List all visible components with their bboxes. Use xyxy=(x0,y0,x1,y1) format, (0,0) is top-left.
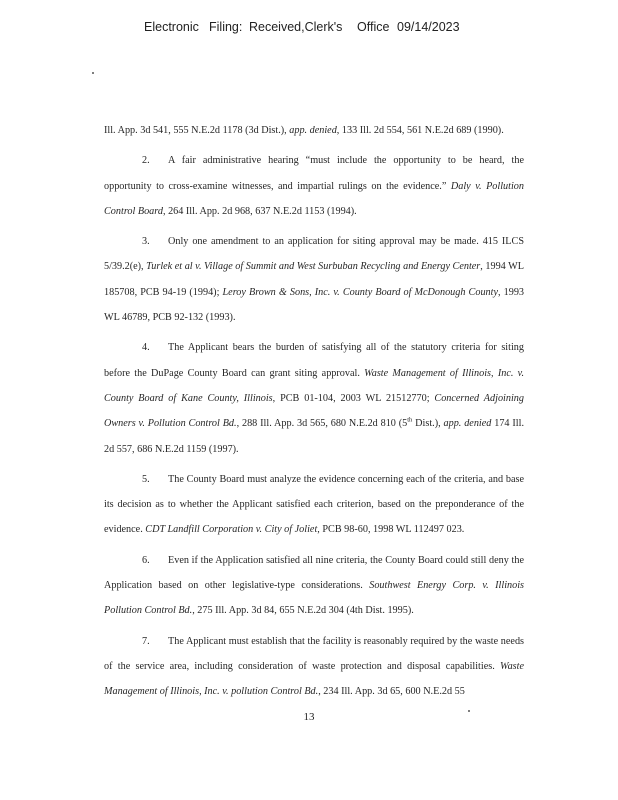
numbered-paragraph xyxy=(104,229,524,330)
paragraph-text: , 264 Ill. App. 2d 968, 637 N.E.2d 1153 (1994). xyxy=(162,205,357,217)
case-citation-text: Daly v. Pollution Control Board xyxy=(104,180,524,217)
case-citation-text: Waste Management of Illinois, Inc. v. pollution Control Bd. xyxy=(104,660,524,698)
paragraph-text: Dist.), xyxy=(412,418,444,430)
case-citation-text: Southwest Energy Corp. v. Illinois Pollution Control Bd. xyxy=(104,580,525,617)
scan-speck xyxy=(92,72,94,74)
paragraph-number: 7. xyxy=(142,635,150,647)
paragraph-text: The Applicant must establish that the facility is reasonably required by the waste needs of the service area, including consideration of waste protection and disposal capabilities. xyxy=(104,635,524,672)
paragraph-text: , 288 Ill. App. 3d 565, 680 N.E.2d 810 (5 xyxy=(236,418,408,430)
paragraph-text: A fair administrative hearing “must include the opportunity to be heard, the opportunity to cross-examine witnesses, and impartial rulings on the evidence.” xyxy=(104,155,524,192)
paragraph-text: th xyxy=(407,416,413,424)
case-citation-text: app. denied xyxy=(443,418,492,430)
case-citation-text: app. denied xyxy=(289,125,337,136)
paragraph-number: 6. xyxy=(142,554,150,566)
header-filing: Filing: xyxy=(209,20,243,34)
paragraph-text: Even if the Application satisfied all nine criteria, the County Board could still deny the Application based on other legislative-type considerations. xyxy=(104,554,524,592)
paragraph-text: , PCB 01-104, 2003 WL 21512770; xyxy=(272,392,435,404)
numbered-paragraph xyxy=(104,467,524,543)
case-citation-text: Concerned Adjoining Owners v. Pollution Control Bd. xyxy=(104,392,524,430)
paragraph-text: , 275 Ill. App. 3d 84, 655 N.E.2d 304 (4th Dist. 1995). xyxy=(192,605,414,617)
paragraph-number: 2. xyxy=(142,155,150,167)
numbered-paragraph xyxy=(104,548,524,624)
paragraph-text: , 133 Ill. 2d 554, 561 N.E.2d 689 (1990). xyxy=(336,125,504,136)
page-number: 13 xyxy=(303,711,315,723)
paragraph-number: 5. xyxy=(142,473,150,485)
header-received-clerks: Received,Clerk's xyxy=(249,20,343,34)
case-citation-text: Waste Management of Illinois, Inc. v. County Board of Kane County, Illinois xyxy=(104,367,524,404)
document-body xyxy=(104,118,524,710)
header-office: Office xyxy=(357,20,390,34)
numbered-paragraph xyxy=(104,629,524,705)
paragraph-text: The County Board must analyze the evidence concerning each of the criteria, and base its decision as to whether the Applicant satisfied each criterion, based on the preponderance of the evidence. xyxy=(104,473,524,536)
paragraph-number: 3. xyxy=(142,236,150,248)
paragraph-text: Only one amendment to an application for siting approval may be made. 415 ILCS 5/39.2(e), xyxy=(104,236,524,273)
paragraph-text: 174 Ill. 2d 557, 686 N.E.2d 1159 (1997). xyxy=(104,418,524,455)
header-electronic: Electronic xyxy=(144,20,199,34)
numbered-paragraph xyxy=(104,148,524,224)
numbered-paragraph xyxy=(104,335,524,461)
paragraph-text: , PCB 98-60, 1998 WL 112497 023. xyxy=(317,524,465,536)
case-citation-text: Turlek et al v. Village of Summit and West Surbuban Recycling and Energy Center xyxy=(146,261,481,273)
continued-paragraph xyxy=(104,118,524,143)
paragraph-number: 4. xyxy=(142,342,150,354)
paragraph-text: , 234 Ill. App. 3d 65, 600 N.E.2d 55 xyxy=(318,686,465,698)
paragraph-text: Ill. App. 3d 541, 555 N.E.2d 1178 (3d Dist.), xyxy=(104,125,290,136)
case-citation-text: Leroy Brown & Sons, Inc. v. County Board of McDonough County xyxy=(222,286,498,298)
paragraph-text: The Applicant bears the burden of satisfying all of the statutory criteria for siting before the DuPage County Board can grant siting approval. xyxy=(104,342,524,379)
paragraph-text: , 1993 WL 46789, PCB 92-132 (1993). xyxy=(104,286,525,324)
case-citation-text: CDT Landfill Corporation v. City of Joliet xyxy=(145,524,318,536)
header-date: 09/14/2023 xyxy=(397,20,460,34)
paragraph-text: , 1994 WL 185708, PCB 94-19 (1994); xyxy=(104,261,524,298)
